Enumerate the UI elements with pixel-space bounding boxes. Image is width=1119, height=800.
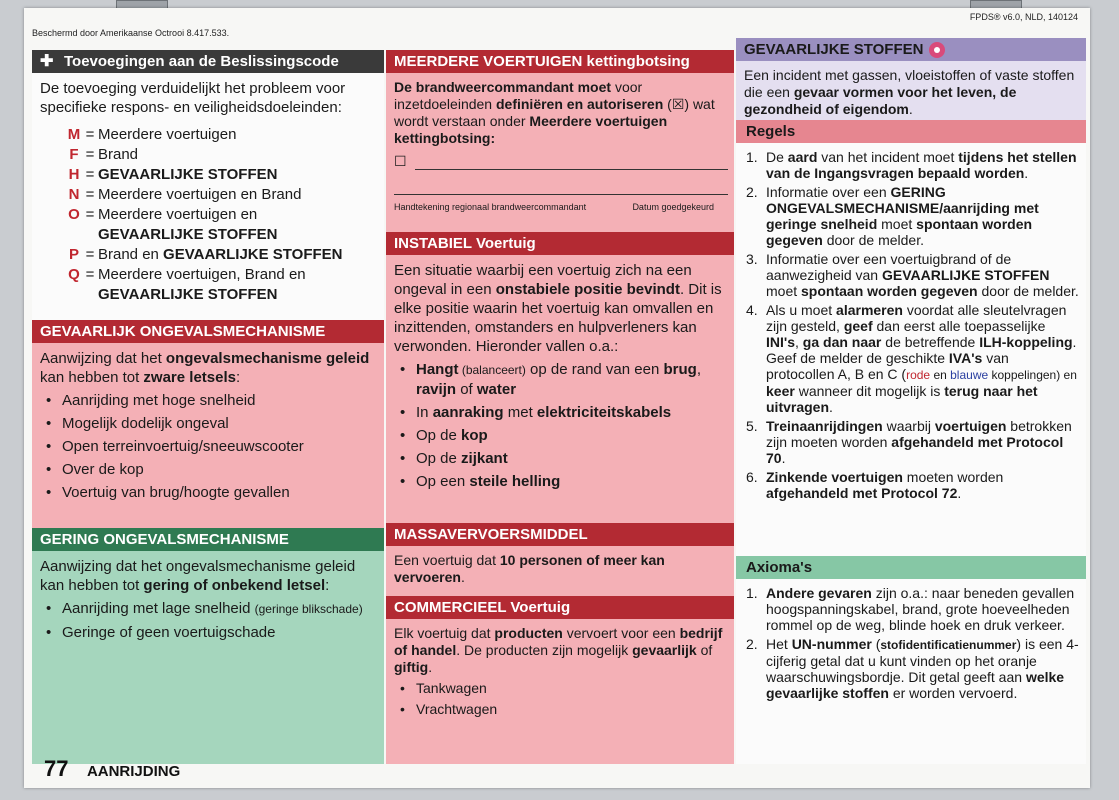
list-item: • Op een steile helling [394, 472, 728, 491]
cross-icon: ✚ [40, 53, 54, 70]
column-left [32, 50, 384, 760]
gering-intro: Aanwijzing dat het ongevalsmechanisme geleid kan hebben tot gering of onbekend letsel: [40, 558, 356, 594]
gevaarlijke-header: GEVAARLIJKE STOFFEN [736, 38, 1086, 61]
code-text: Meerdere voertuigen en Brand [98, 186, 302, 203]
section-name: AANRIJDING [86, 763, 181, 780]
list-item: • Vrachtwagen [394, 701, 728, 718]
code-letter: H [68, 166, 80, 183]
code-equals: = [85, 166, 95, 183]
list-item: 1. De aard van het incident moet tijdens het stellen van de Ingangsvragen bepaald worden. [746, 149, 1077, 181]
code-row [66, 125, 378, 145]
code-equals: = [85, 126, 95, 143]
axioma-list [744, 585, 1080, 701]
regels-header: Regels [736, 120, 1086, 143]
code-legend [66, 125, 378, 305]
gering-body [32, 551, 384, 764]
commercieel-body [386, 619, 734, 764]
commercieel-list [394, 680, 728, 718]
list-item: • Over de kop [40, 460, 378, 479]
list-item: • Open terreinvoertuig/sneeuwscooter [40, 437, 378, 456]
column-middle [386, 50, 734, 760]
code-equals: = [85, 266, 95, 283]
code-text-continued: GEVAARLIJKE STOFFEN [98, 226, 278, 243]
section-commercieel [386, 596, 734, 760]
list-item: • Tankwagen [394, 680, 728, 697]
list-item: • Op de kop [394, 426, 728, 445]
code-text: GEVAARLIJKE STOFFEN [98, 166, 278, 183]
list-item: 3. Informatie over een voertuigbrand of de aanwezigheid van GEVAARLIJKE STOFFEN moet spontaan worden gegeven door de melder. [746, 251, 1079, 299]
code-row [66, 145, 378, 165]
axioma-header: Axioma's [736, 556, 1086, 579]
radiation-icon [929, 42, 945, 58]
section-regels [736, 120, 1086, 556]
list-item: 6. Zinkende voertuigen moeten worden afgehandeld met Protocol 72. [746, 469, 1004, 501]
code-text: Meerdere voertuigen en [98, 206, 258, 223]
list-item: • Hangt (balanceert) op de rand van een brug, ravijn of water [394, 360, 728, 399]
code-letter: O [68, 206, 80, 223]
toevoegingen-header [32, 50, 384, 73]
list-item: • Aanrijding met hoge snelheid [40, 391, 378, 410]
axioma-body [736, 579, 1086, 764]
code-letter: N [68, 186, 80, 203]
code-text: Brand [98, 146, 139, 163]
gevaarlijk-intro: Aanwijzing dat het ongevalsmechanisme geleid kan hebben tot zware letsels: [40, 350, 370, 386]
column-right [736, 41, 1086, 760]
code-row [66, 245, 378, 265]
section-meerdere [386, 50, 734, 232]
list-item: • Voertuig van brug/hoogte gevallen [40, 483, 378, 502]
code-equals: = [85, 186, 95, 203]
instabiel-list [394, 360, 728, 491]
meerdere-body [386, 73, 734, 236]
instabiel-text: Een situatie waarbij een voertuig zich na een ongeval in een onstabiele positie bevindt. Dit is elke positie waarin het voertuig kan omvallen en inzittenden, omstanders en hulpverleners kan verwonden. Hieronder vallen o.a.: [394, 262, 722, 355]
code-letter: F [69, 146, 79, 163]
section-massa [386, 523, 734, 595]
list-item: • Mogelijk dodelijk ongeval [40, 414, 378, 433]
page-number: 77 [44, 756, 69, 781]
regels-list [744, 149, 1080, 501]
regels-body [736, 143, 1086, 560]
commercieel-text: Elk voertuig dat producten vervoert voor een bedrijf of handel. De producten zijn mogelijk gevaarlijk of giftig. [394, 625, 723, 675]
code-letter: Q [68, 266, 80, 283]
section-gevaarlijke-stoffen [736, 38, 1086, 120]
massa-body: Een voertuig dat 10 personen of meer kan vervoeren. [386, 546, 734, 599]
gevaarlijk-list [40, 391, 378, 502]
signature-line [394, 178, 728, 195]
toevoegingen-intro: De toevoeging verduidelijkt het probleem voor specifieke respons- en veiligheidsdoeleinden: [40, 80, 346, 116]
list-item: 2. Informatie over een GERING ONGEVALSMECHANISME/aanrijding met geringe snelheid moet spontaan worden gegeven door de melder. [746, 184, 1039, 248]
meerdere-header: MEERDERE VOERTUIGEN kettingbotsing [386, 50, 734, 73]
code-row-continued [66, 285, 378, 305]
code-text: Brand en GEVAARLIJKE STOFFEN [98, 246, 343, 263]
signature-labels [394, 199, 728, 216]
instabiel-body [386, 255, 734, 526]
patent-notice: Beschermd door Amerikaanse Octrooi 8.417.533. [32, 28, 230, 38]
section-toevoegingen [32, 50, 384, 320]
list-item: 5. Treinaanrijdingen waarbij voertuigen betrokken zijn moeten worden afgehandeld met Protocol 70. [746, 418, 1072, 466]
version-label: FPDS® v6.0, NLD, 140124 [969, 12, 1078, 22]
toevoegingen-title: Toevoegingen aan de Beslissingscode [64, 53, 339, 70]
code-letter: P [68, 246, 79, 263]
commercieel-header: COMMERCIEEL Voertuig [386, 596, 734, 619]
gevaarlijke-body: Een incident met gassen, vloeistoffen of vaste stoffen die een gevaar vormen voor het leven, de gezondheid of eigendom. [736, 61, 1086, 124]
gevaarlijk-body [32, 343, 384, 531]
protocol-card [24, 8, 1090, 788]
list-item: 1. Andere gevaren zijn o.a.: naar beneden gevallen hoogspanningskabel, brand, grote hoeveelheden rommel op de weg, blinde hoek en druk verkeer. [746, 585, 1075, 633]
section-gevaarlijk [32, 320, 384, 527]
code-row [66, 165, 378, 185]
code-text: Meerdere voertuigen, Brand en [98, 266, 306, 283]
code-letter: M [67, 126, 81, 143]
meerdere-text: De brandweercommandant moet voor inzetdoeleinden definiëren en autoriseren (☒) wat wordt verstaan onder Meerdere voertuigen kettingbotsing: [394, 79, 715, 146]
list-item: 4. Als u moet alarmeren voordat alle sleutelvragen zijn gesteld, geef dan eerst alle toepasselijke INI's, ga dan naar de betreffende ILH-koppeling. Geef de melder de geschikte IVA's van protocollen A, B en C (rode en blauwe koppelingen) en keer wanneer dit mogelijk is terug naar het uitvragen. [746, 302, 1077, 415]
code-row [66, 185, 378, 205]
massa-header: MASSAVERVOERSMIDDEL [386, 523, 734, 546]
section-gering [32, 528, 384, 760]
list-item: • Op de zijkant [394, 449, 728, 468]
code-text: Meerdere voertuigen [98, 126, 237, 143]
toevoegingen-body [32, 73, 384, 324]
code-text-continued: GEVAARLIJKE STOFFEN [98, 286, 278, 303]
list-item: • Aanrijding met lage snelheid (geringe blikschade) [40, 599, 378, 619]
list-item: • In aanraking met elektriciteitskabels [394, 403, 728, 422]
gering-list [40, 599, 378, 642]
code-row [66, 265, 378, 285]
gering-header: GERING ONGEVALSMECHANISME [32, 528, 384, 551]
code-equals: = [85, 206, 95, 223]
code-row-continued [66, 225, 378, 245]
page-footer [44, 756, 180, 782]
gevaarlijk-header: GEVAARLIJK ONGEVALSMECHANISME [32, 320, 384, 343]
signature-label: Handtekening regionaal brandweercommandant [394, 202, 587, 212]
section-instabiel [386, 232, 734, 522]
definition-checkbox[interactable]: ☐ [394, 153, 407, 169]
section-axioma [736, 556, 1086, 760]
instabiel-header: INSTABIEL Voertuig [386, 232, 734, 255]
code-equals: = [85, 246, 95, 263]
definition-line [415, 153, 728, 170]
date-label: Datum goedgekeurd [632, 202, 714, 212]
list-item: • Geringe of geen voertuigschade [40, 623, 378, 642]
code-row [66, 205, 378, 225]
definition-row [394, 153, 728, 170]
list-item: 2. Het UN-nummer (stofidentificatienummer) is een 4-cijferig getal dat u kunt vinden op het oranje waarschuwingsbordje. Dit getal geeft aan welke gevaarlijke stoffen er worden vervoerd. [746, 636, 1079, 701]
code-equals: = [85, 146, 95, 163]
